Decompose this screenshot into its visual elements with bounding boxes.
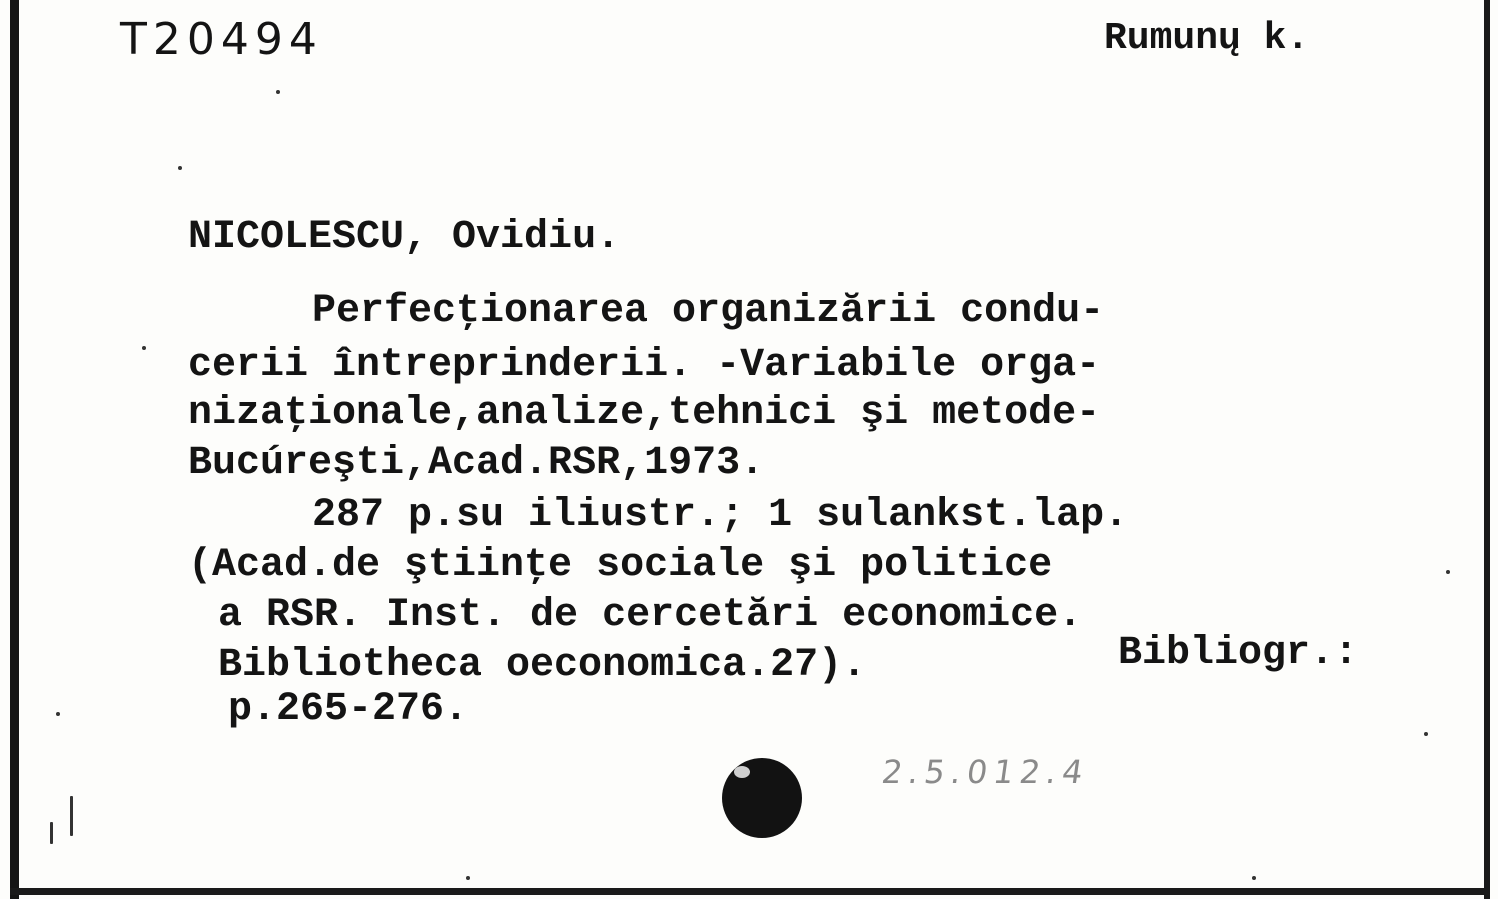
ink-speck <box>1252 876 1256 880</box>
ink-mark <box>50 822 53 844</box>
card-bottom-border <box>10 888 1490 895</box>
title-line-1: Perfecţionarea organizării condu- <box>312 289 1105 334</box>
handwritten-inventory-number: 2.5.012.4 <box>879 753 1092 791</box>
ink-speck <box>142 346 146 350</box>
punch-hole-highlight <box>734 766 750 778</box>
title-line-2: cerii întreprinderii. -Variabile orga- <box>188 343 1101 388</box>
ink-speck <box>178 166 182 170</box>
imprint-line: Bucúreşti,Acad.RSR,1973. <box>188 441 765 486</box>
collation-line: 287 p.su iliustr.; 1 sulankst.lap. <box>312 493 1129 538</box>
ink-speck <box>56 712 60 716</box>
pages-line: p.265-276. <box>228 687 469 732</box>
series-line-2: a RSR. Inst. de cercetări economice. <box>218 593 1083 638</box>
ink-speck <box>276 90 280 94</box>
series-line-1: (Acad.de ştiinţe sociale şi politice <box>188 543 1053 588</box>
ink-speck <box>466 876 470 880</box>
ink-mark <box>70 796 73 836</box>
ink-speck <box>1424 732 1428 736</box>
series-line-3: Bibliotheca oeconomica.27). <box>218 643 867 688</box>
card-left-border <box>10 0 19 899</box>
call-number: T20494 <box>120 14 323 65</box>
ink-speck <box>1446 570 1450 574</box>
author-heading: NICOLESCU, Ovidiu. <box>188 215 621 260</box>
card-right-border <box>1484 0 1490 899</box>
bibliography-note: Bibliogr.: <box>1118 631 1359 676</box>
title-line-3: nizaţionale,analize,tehnici şi metode- <box>188 391 1101 436</box>
language-section-label: Rumunų k. <box>1104 17 1310 60</box>
